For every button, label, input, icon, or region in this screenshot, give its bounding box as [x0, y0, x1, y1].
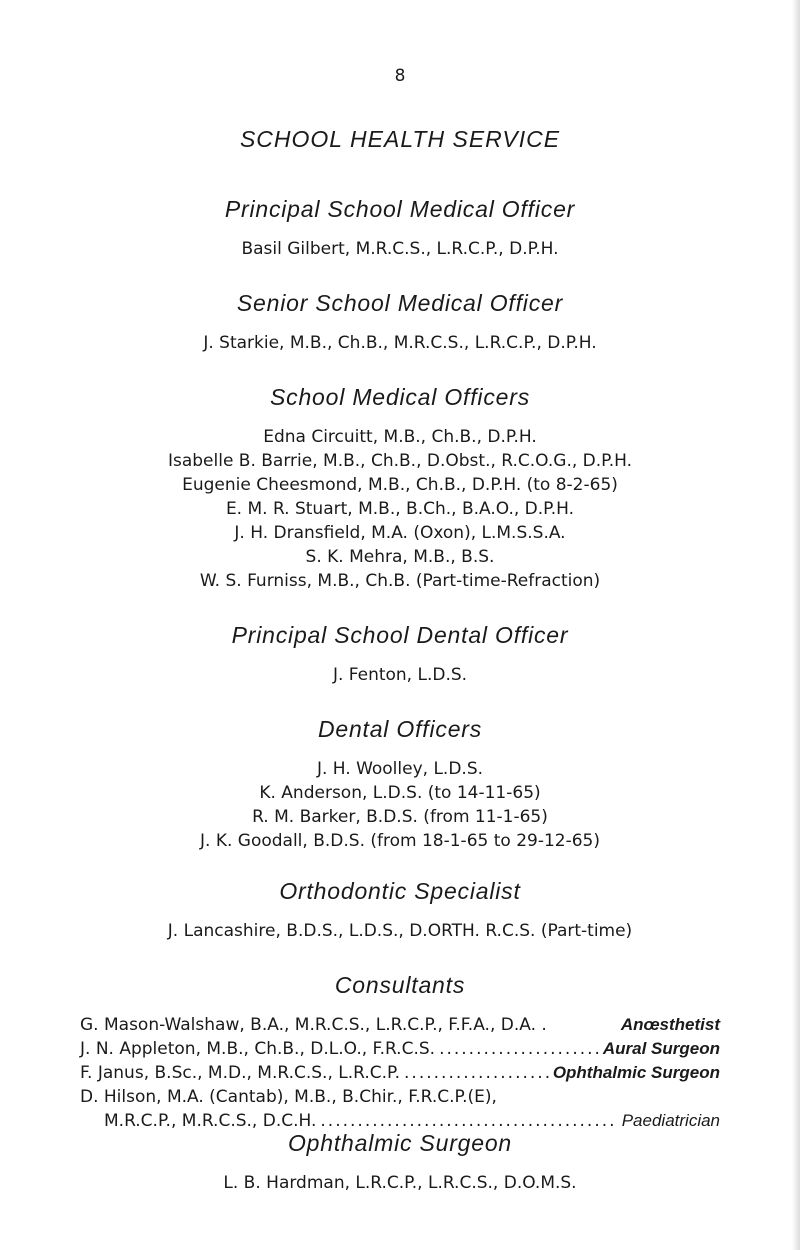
section-principal-medical-officer — [0, 196, 800, 261]
consultant-name: J. N. Appleton, M.B., Ch.B., D.L.O., F.R.C.S. — [80, 1039, 436, 1059]
officer-name: J. Fenton, L.D.S. — [332, 665, 468, 685]
consultant-row — [80, 1085, 720, 1109]
consultant-row — [80, 1013, 720, 1037]
officer-name: J. K. Goodall, B.D.S. (from 18-1-65 to 29-12-65) — [200, 831, 600, 851]
section-ophthalmic-surgeon — [0, 1130, 800, 1195]
officer-name: Eugenie Cheesmond, M.B., Ch.B., D.P.H. (to 8-2-65) — [182, 475, 618, 495]
section-heading: Principal School Medical Officer — [224, 196, 576, 222]
officer-name: Isabelle B. Barrie, M.B., Ch.B., D.Obst., R.C.O.G., D.P.H. — [167, 451, 633, 471]
consultant-role: Ophthalmic Surgeon — [552, 1063, 720, 1082]
consultant-role: Aural Surgeon — [602, 1039, 720, 1058]
officer-name: R. M. Barker, B.D.S. (from 11-1-65) — [252, 807, 548, 827]
officer-name: J. Starkie, M.B., Ch.B., M.R.C.S., L.R.C.P., D.P.H. — [203, 333, 597, 353]
page-number: 8 — [394, 66, 406, 86]
officer-name: Basil Gilbert, M.R.C.S., L.R.C.P., D.P.H. — [241, 239, 559, 259]
officer-name: K. Anderson, L.D.S. (to 14-11-65) — [259, 783, 541, 803]
consultant-role: Paediatrician — [621, 1111, 720, 1130]
section-school-medical-officers — [0, 384, 800, 593]
consultant-role: Anœsthetist — [620, 1015, 720, 1034]
section-senior-medical-officer — [0, 290, 800, 355]
section-heading: Dental Officers — [317, 716, 483, 742]
section-principal-dental-officer — [0, 622, 800, 687]
officer-name: J. Lancashire, B.D.S., L.D.S., D.ORTH. R.C.S. (Part-time) — [167, 921, 633, 941]
section-orthodontic-specialist — [0, 878, 800, 943]
section-heading: Senior School Medical Officer — [236, 290, 564, 316]
document-title: SCHOOL HEALTH SERVICE — [239, 126, 561, 152]
section-consultants — [0, 972, 800, 1133]
dot-leader — [404, 1061, 549, 1085]
officer-name: E. M. R. Stuart, M.B., B.Ch., B.A.O., D.P.H. — [225, 499, 575, 519]
section-heading: School Medical Officers — [270, 384, 530, 410]
officer-name: L. B. Hardman, L.R.C.P., L.R.C.S., D.O.M.S. — [223, 1173, 577, 1193]
consultant-row — [80, 1061, 720, 1085]
officer-name: S. K. Mehra, M.B., B.S. — [305, 547, 495, 567]
officer-name: Edna Circuitt, M.B., Ch.B., D.P.H. — [263, 427, 537, 447]
officer-name: J. H. Dransfield, M.A. (Oxon), L.M.S.S.A. — [234, 523, 566, 543]
section-dental-officers — [0, 716, 800, 853]
section-heading: Orthodontic Specialist — [279, 878, 521, 904]
consultant-list — [80, 1013, 720, 1133]
officer-name: W. S. Furniss, M.B., Ch.B. (Part-time-Refraction) — [199, 571, 601, 591]
consultant-name: F. Janus, B.Sc., M.D., M.R.C.S., L.R.C.P. — [80, 1063, 401, 1083]
section-heading: Consultants — [334, 972, 466, 998]
consultant-name: M.R.C.P., M.R.C.S., D.C.H. — [104, 1111, 317, 1131]
section-heading: Principal School Dental Officer — [231, 622, 569, 648]
officer-name: J. H. Woolley, L.D.S. — [316, 759, 484, 779]
consultant-name: G. Mason-Walshaw, B.A., M.R.C.S., L.R.C.P., F.F.A., D.A. . — [80, 1015, 547, 1035]
consultant-name: D. Hilson, M.A. (Cantab), M.B., B.Chir., F.R.C.P.(E), — [80, 1087, 497, 1107]
dot-leader — [439, 1037, 599, 1061]
section-heading: Ophthalmic Surgeon — [287, 1130, 513, 1156]
consultant-row — [80, 1037, 720, 1061]
